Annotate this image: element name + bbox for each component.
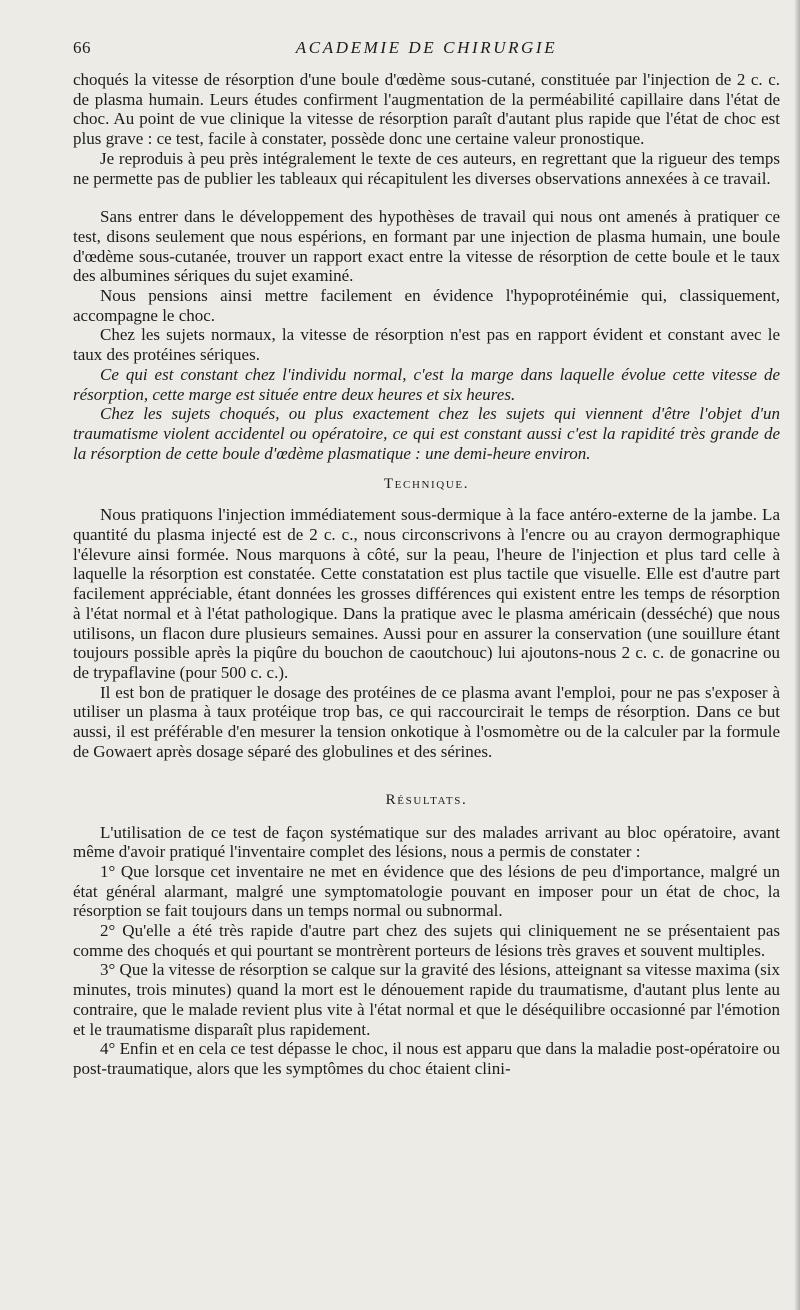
page-number: 66 [73,38,91,57]
results-paragraph: L'utilisation de ce test de façon systématique sur des malades arrivant au bloc opératoire, avant même d'avoir pratiqué l'inventaire complet des lésions, nous a permis de constater : [73,822,780,862]
section-title-technique: Technique. [383,476,470,493]
page-edge-shadow [794,0,800,1310]
results-list-item: 4° Enfin et en cela ce test dépasse le choc, il nous est apparu que dans la maladie post-opératoire ou post-traumatique, alors que les symptômes du choc étaient clini- [73,1039,780,1078]
hypotheses-section [73,207,780,463]
hypotheses-italic-paragraph: Ce qui est constant chez l'individu normal, c'est la marge dans laquelle évolue cette vitesse de résorption, cette marge est située entre deux heures et six heures. [73,364,780,404]
technique-paragraph: Nous pratiquons l'injection immédiatement sous-dermique à la face antéro-externe de la jambe. La quantité du plasma injecté est de 2 c. c., nous circonscrivons à l'encre ou au crayon dermographique l'élevure ainsi formée. Nous marquons à côté, sur la peau, l'heure de l'injection et plus tard celle à laquelle la résorption est constatée. Cette constatation est plus tactile que visuelle. Elle est d'autre part facilement appréciable, étant données les grosses différences qui existent entre les temps de résorption à l'état normal et à l'état pathologique. Dans la pratique avec le plasma américain (desséché) que nous utilisons, un flacon dure plusieurs semaines. Aussi pour en assurer la conservation (une souillure étant toujours possible après la piqûre du bouchon de caoutchouc) lui ajoutons-nous 2 c. c. de gonacrine ou de trypaflavine (pour 500 c. c.). [73,505,780,682]
results-list-item: 3° Que la vitesse de résorption se calque sur la gravité des lésions, atteignant sa vitesse maxima (six minutes, trois minutes) quand la mort est le dénouement rapide du traumatisme, d'autant plus lente au contraire, que le malade revient plus vite à l'état normal et que le déséquilibre occasionné par l'émotion et le traumatisme disparaît plus rapidement. [73,960,780,1039]
page-header [73,38,780,62]
technique-section [73,505,780,761]
results-section [73,823,780,1079]
intro-paragraph-continued: choqués la vitesse de résorption d'une boule d'œdème sous-cutané, constituée par l'injection de 2 c. c. de plasma humain. Leurs études confirment l'augmentation de la perméabilité capillaire dans l'état de choc. Au point de vue clinique la vitesse de résorption paraît d'autant plus rapide que l'état de choc est plus grave : ce test, facile à constater, possède donc une certaine valeur pronostique. [73,70,780,149]
technique-paragraph: Il est bon de pratiquer le dosage des protéines de ce plasma avant l'emploi, pour ne pas s'exposer à utiliser un plasma à taux protéique trop bas, ce qui raccourcirait le temps de résorption. Dans ce but aussi, il est préférable d'en mesurer la tension onkotique à l'osmomètre ou de la calculer par la formule de Gowaert après dosage séparé des globulines et des sérines. [73,682,780,761]
results-list-item: 1° Que lorsque cet inventaire ne met en évidence que des lésions de peu d'importance, malgré un état général alarmant, malgré une symptomatologie pouvant en imposer pour un état de choc, la résorption se fait toujours dans un temps normal ou subnormal. [73,861,780,921]
intro-paragraph: Je reproduis à peu près intégralement le texte de ces auteurs, en regrettant que la rigueur des temps ne permette pas de publier les tableaux qui récapitulent les diverses observations annexées à ce travail. [73,148,780,188]
hypotheses-paragraph: Chez les sujets normaux, la vitesse de résorption n'est pas en rapport évident et constant avec le taux des protéines sériques. [73,325,780,365]
hypotheses-paragraph: Sans entrer dans le développement des hypothèses de travail qui nous ont amenés à pratiquer ce test, disons seulement que nous espérions, en formant par une injection de plasma humain, une boule d'œdème sous-cutanée, trouver un rapport exact entre la vitesse de résorption de cette boule et le taux des albumines sériques du sujet examiné. [73,207,780,286]
hypotheses-italic-paragraph: Chez les sujets choqués, ou plus exactement chez les sujets qui viennent d'être l'objet d'un traumatisme violent accidentel ou opératoire, ce qui est constant aussi c'est la rapidité très grande de la résorption de cette boule d'œdème plasmatique : une demi-heure environ. [73,404,780,463]
intro-section [73,70,780,188]
running-title: ACADEMIE DE CHIRURGIE [295,38,558,57]
section-title-results: Résultats. [385,791,468,808]
hypotheses-paragraph: Nous pensions ainsi mettre facilement en évidence l'hypoprotéinémie qui, classiquement, accompagne le choc. [73,286,780,325]
results-list-item: 2° Qu'elle a été très rapide d'autre part chez des sujets qui cliniquement ne se présentaient pas comme des choqués et qui pourtant se montrèrent porteurs de lésions très graves et souvent multiples. [73,921,780,960]
